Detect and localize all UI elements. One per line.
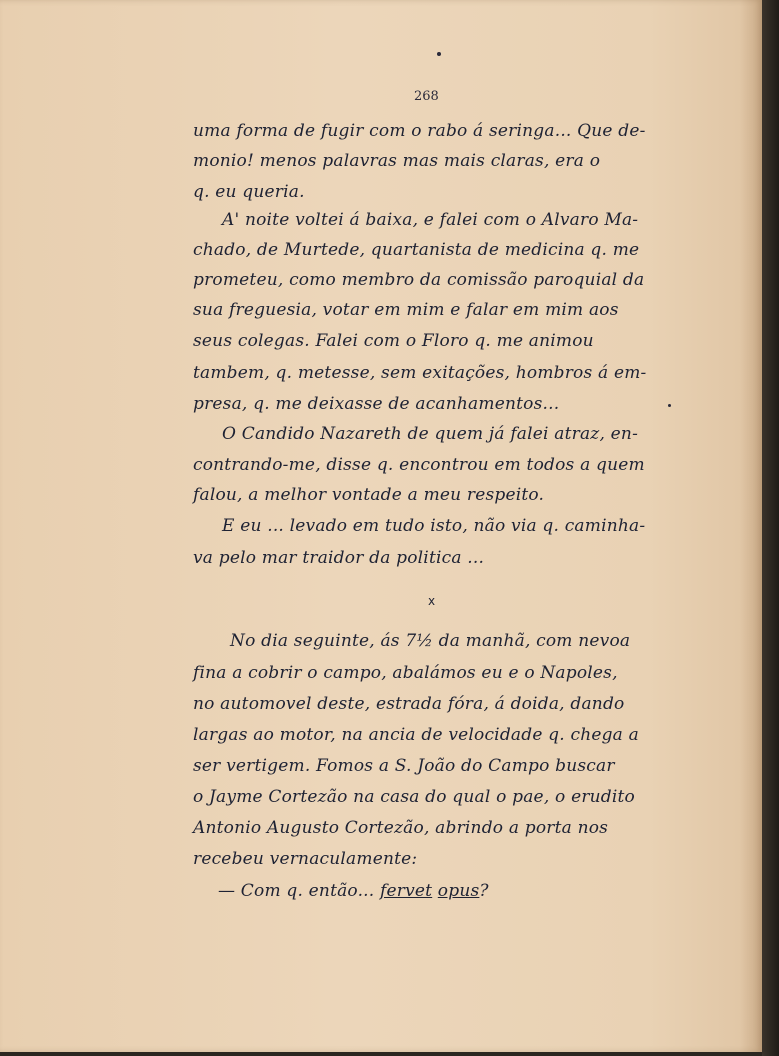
page-number: 268 <box>414 89 439 104</box>
book-edge <box>762 0 779 1056</box>
text-line: no automovel deste, estrada fóra, á doida, dando <box>193 694 625 714</box>
text-line: contrando-me, disse q. encontrou em todos a quem <box>193 455 645 475</box>
text-line: va pelo mar traidor da politica ... <box>193 548 485 568</box>
page-gutter-shadow <box>740 0 762 1052</box>
text-line: uma forma de fugir com o rabo á seringa... Que de- <box>193 121 646 141</box>
text-line: o Jayme Cortezão na casa do qual o pae, o erudito <box>193 787 635 807</box>
text-line: tambem, q. metesse, sem exitações, hombros á em- <box>193 363 647 383</box>
text-line: chado, de Murtede, quartanista de medicina q. me <box>193 240 640 260</box>
text-line: E eu ... levado em tudo isto, não via q. caminha- <box>222 516 646 536</box>
text-line: A' noite voltei á baixa, e falei com o Alvaro Ma- <box>222 210 639 230</box>
latin-word: opus <box>437 881 480 901</box>
paper-speck <box>668 404 671 407</box>
text-line: falou, a melhor vontade a meu respeito. <box>193 485 545 505</box>
text-line: seus colegas. Falei com o Floro q. me animou <box>193 331 594 351</box>
text-line: Antonio Augusto Cortezão, abrindo a porta nos <box>193 818 609 838</box>
dialogue-text: — Com q. então... <box>218 881 380 901</box>
text-line: presa, q. me deixasse de acanhamentos... <box>193 394 560 414</box>
latin-word: fervet <box>380 881 433 901</box>
text-line: O Candido Nazareth de quem já falei atraz, en- <box>222 424 639 444</box>
text-line: fina a cobrir o campo, abalámos eu e o Napoles, <box>193 663 618 683</box>
text-line: No dia seguinte, ás 7½ da manhã, com nevoa <box>230 631 631 651</box>
text-line: largas ao motor, na ancia de velocidade q. chega a <box>193 725 639 745</box>
text-line: q. eu queria. <box>193 182 305 202</box>
dialogue-line <box>218 881 489 901</box>
text-line: ser vertigem. Fomos a S. João do Campo buscar <box>193 756 615 776</box>
section-separator: x <box>428 594 436 608</box>
text-line: sua freguesia, votar em mim e falar em mim aos <box>193 300 619 320</box>
text-line: monio! menos palavras mas mais claras, era o <box>193 151 601 171</box>
dialogue-punctuation: ? <box>479 881 489 901</box>
text-line: prometeu, como membro da comissão paroquial da <box>193 270 645 290</box>
text-line: recebeu vernaculamente: <box>193 849 418 869</box>
paper-speck <box>437 52 441 56</box>
